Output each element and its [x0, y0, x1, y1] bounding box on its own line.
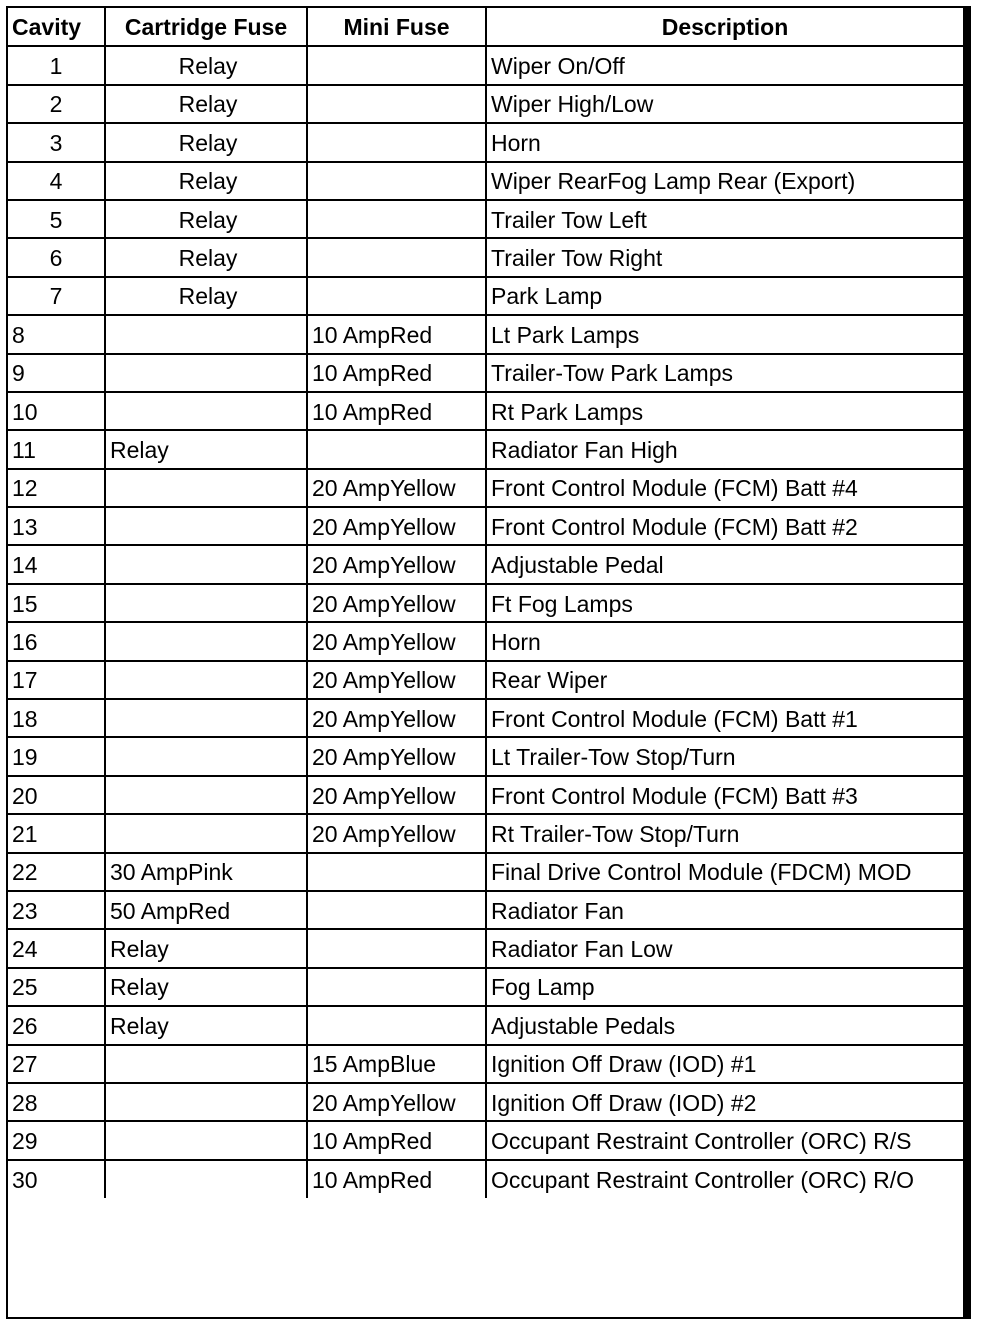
- header-description: Description: [486, 8, 963, 46]
- cell-description: Rt Trailer-Tow Stop/Turn: [486, 814, 963, 852]
- cell-mini-fuse: 10 AmpRed: [307, 392, 486, 430]
- cell-description: Park Lamp: [486, 277, 963, 315]
- cell-cavity: 1: [8, 46, 105, 84]
- cell-description: Lt Park Lamps: [486, 315, 963, 353]
- fuse-table: [8, 8, 963, 1198]
- cell-cartridge-fuse: Relay: [105, 929, 307, 967]
- cell-mini-fuse: 20 AmpYellow: [307, 661, 486, 699]
- cell-cartridge-fuse: Relay: [105, 85, 307, 123]
- cell-cavity: 16: [8, 622, 105, 660]
- table-row: [8, 277, 963, 315]
- cell-cavity: 22: [8, 853, 105, 891]
- header-cartridge-fuse: Cartridge Fuse: [105, 8, 307, 46]
- cell-cavity: 8: [8, 315, 105, 353]
- cell-description: Front Control Module (FCM) Batt #3: [486, 776, 963, 814]
- cell-description: Occupant Restraint Controller (ORC) R/O: [486, 1160, 963, 1198]
- table-row: [8, 776, 963, 814]
- cell-cartridge-fuse: Relay: [105, 968, 307, 1006]
- cell-description: Front Control Module (FCM) Batt #4: [486, 469, 963, 507]
- table-row: [8, 814, 963, 852]
- cell-description: Occupant Restraint Controller (ORC) R/S: [486, 1121, 963, 1159]
- header-mini-fuse: Mini Fuse: [307, 8, 486, 46]
- cell-description: Adjustable Pedals: [486, 1006, 963, 1044]
- table-row: [8, 737, 963, 775]
- cell-cartridge-fuse: [105, 776, 307, 814]
- cell-mini-fuse: [307, 123, 486, 161]
- cell-cavity: 20: [8, 776, 105, 814]
- cell-description: Wiper High/Low: [486, 85, 963, 123]
- table-row: [8, 469, 963, 507]
- cell-mini-fuse: [307, 891, 486, 929]
- table-row: [8, 1160, 963, 1198]
- cell-cavity: 18: [8, 699, 105, 737]
- cell-description: Rt Park Lamps: [486, 392, 963, 430]
- cell-cavity: 28: [8, 1083, 105, 1121]
- cell-cavity: 5: [8, 200, 105, 238]
- cell-mini-fuse: 20 AmpYellow: [307, 469, 486, 507]
- cell-cartridge-fuse: [105, 392, 307, 430]
- table-row: [8, 430, 963, 468]
- cell-cavity: 11: [8, 430, 105, 468]
- cell-description: Horn: [486, 123, 963, 161]
- cell-mini-fuse: 20 AmpYellow: [307, 776, 486, 814]
- cell-mini-fuse: 10 AmpRed: [307, 1160, 486, 1198]
- cell-cartridge-fuse: 30 AmpPink: [105, 853, 307, 891]
- cell-cavity: 12: [8, 469, 105, 507]
- table-row: [8, 162, 963, 200]
- cell-mini-fuse: 10 AmpRed: [307, 315, 486, 353]
- cell-cavity: 27: [8, 1045, 105, 1083]
- cell-cartridge-fuse: [105, 699, 307, 737]
- cell-description: Horn: [486, 622, 963, 660]
- cell-cavity: 29: [8, 1121, 105, 1159]
- cell-mini-fuse: [307, 929, 486, 967]
- header-row: [8, 8, 963, 46]
- table-row: [8, 968, 963, 1006]
- cell-description: Ignition Off Draw (IOD) #1: [486, 1045, 963, 1083]
- cell-description: Wiper RearFog Lamp Rear (Export): [486, 162, 963, 200]
- cell-cartridge-fuse: Relay: [105, 162, 307, 200]
- cell-cavity: 24: [8, 929, 105, 967]
- header-cavity: Cavity: [8, 8, 105, 46]
- cell-cartridge-fuse: 50 AmpRed: [105, 891, 307, 929]
- cell-cartridge-fuse: Relay: [105, 123, 307, 161]
- table-row: [8, 123, 963, 161]
- cell-description: Ignition Off Draw (IOD) #2: [486, 1083, 963, 1121]
- table-row: [8, 584, 963, 622]
- cell-description: Trailer Tow Left: [486, 200, 963, 238]
- table-row: [8, 622, 963, 660]
- table-row: [8, 1121, 963, 1159]
- cell-description: Trailer-Tow Park Lamps: [486, 354, 963, 392]
- cell-cartridge-fuse: [105, 507, 307, 545]
- cell-cartridge-fuse: Relay: [105, 277, 307, 315]
- cell-description: Rear Wiper: [486, 661, 963, 699]
- cell-mini-fuse: [307, 200, 486, 238]
- cell-cartridge-fuse: Relay: [105, 238, 307, 276]
- cell-cavity: 9: [8, 354, 105, 392]
- cell-cavity: 25: [8, 968, 105, 1006]
- cell-mini-fuse: [307, 238, 486, 276]
- cell-cartridge-fuse: [105, 1121, 307, 1159]
- cell-description: Radiator Fan High: [486, 430, 963, 468]
- cell-mini-fuse: 20 AmpYellow: [307, 814, 486, 852]
- cell-description: Radiator Fan: [486, 891, 963, 929]
- cell-cartridge-fuse: [105, 622, 307, 660]
- cell-mini-fuse: 20 AmpYellow: [307, 737, 486, 775]
- cell-description: Radiator Fan Low: [486, 929, 963, 967]
- cell-cavity: 21: [8, 814, 105, 852]
- table-row: [8, 85, 963, 123]
- cell-description: Trailer Tow Right: [486, 238, 963, 276]
- cell-cavity: 19: [8, 737, 105, 775]
- cell-cavity: 4: [8, 162, 105, 200]
- cell-mini-fuse: 20 AmpYellow: [307, 622, 486, 660]
- cell-cartridge-fuse: [105, 661, 307, 699]
- cell-cartridge-fuse: Relay: [105, 1006, 307, 1044]
- cell-cartridge-fuse: [105, 737, 307, 775]
- cell-cartridge-fuse: Relay: [105, 200, 307, 238]
- cell-description: Ft Fog Lamps: [486, 584, 963, 622]
- cell-cavity: 3: [8, 123, 105, 161]
- cell-cavity: 2: [8, 85, 105, 123]
- cell-description: Front Control Module (FCM) Batt #1: [486, 699, 963, 737]
- cell-mini-fuse: [307, 430, 486, 468]
- cell-description: Wiper On/Off: [486, 46, 963, 84]
- cell-mini-fuse: 20 AmpYellow: [307, 699, 486, 737]
- cell-mini-fuse: [307, 277, 486, 315]
- table-body: [8, 46, 963, 1198]
- cell-description: Fog Lamp: [486, 968, 963, 1006]
- cell-description: Front Control Module (FCM) Batt #2: [486, 507, 963, 545]
- cell-mini-fuse: 20 AmpYellow: [307, 1083, 486, 1121]
- table-row: [8, 891, 963, 929]
- cell-cartridge-fuse: [105, 584, 307, 622]
- cell-description: Adjustable Pedal: [486, 545, 963, 583]
- cell-description: Lt Trailer-Tow Stop/Turn: [486, 737, 963, 775]
- cell-mini-fuse: 10 AmpRed: [307, 1121, 486, 1159]
- cell-mini-fuse: 15 AmpBlue: [307, 1045, 486, 1083]
- table-row: [8, 354, 963, 392]
- cell-cartridge-fuse: [105, 1083, 307, 1121]
- table-row: [8, 507, 963, 545]
- cell-cavity: 14: [8, 545, 105, 583]
- cell-cartridge-fuse: [105, 469, 307, 507]
- cell-cartridge-fuse: Relay: [105, 430, 307, 468]
- table-row: [8, 46, 963, 84]
- cell-mini-fuse: 20 AmpYellow: [307, 545, 486, 583]
- cell-cavity: 10: [8, 392, 105, 430]
- cell-cartridge-fuse: [105, 315, 307, 353]
- right-edge-bar: [966, 6, 971, 1319]
- cell-mini-fuse: 10 AmpRed: [307, 354, 486, 392]
- cell-cavity: 7: [8, 277, 105, 315]
- cell-cartridge-fuse: [105, 1045, 307, 1083]
- cell-mini-fuse: [307, 853, 486, 891]
- cell-cartridge-fuse: [105, 354, 307, 392]
- cell-mini-fuse: [307, 162, 486, 200]
- cell-mini-fuse: [307, 1006, 486, 1044]
- table-row: [8, 1083, 963, 1121]
- table-row: [8, 200, 963, 238]
- table-row: [8, 929, 963, 967]
- cell-cavity: 23: [8, 891, 105, 929]
- cell-cavity: 6: [8, 238, 105, 276]
- cell-cavity: 26: [8, 1006, 105, 1044]
- cell-cavity: 17: [8, 661, 105, 699]
- table-row: [8, 1045, 963, 1083]
- table-row: [8, 661, 963, 699]
- cell-cartridge-fuse: Relay: [105, 46, 307, 84]
- cell-cavity: 30: [8, 1160, 105, 1198]
- table-row: [8, 853, 963, 891]
- table-row: [8, 238, 963, 276]
- table-row: [8, 315, 963, 353]
- cell-cavity: 15: [8, 584, 105, 622]
- cell-mini-fuse: [307, 46, 486, 84]
- cell-mini-fuse: [307, 85, 486, 123]
- table-row: [8, 545, 963, 583]
- cell-mini-fuse: [307, 968, 486, 1006]
- cell-cartridge-fuse: [105, 1160, 307, 1198]
- table-row: [8, 699, 963, 737]
- cell-description: Final Drive Control Module (FDCM) MOD: [486, 853, 963, 891]
- cell-mini-fuse: 20 AmpYellow: [307, 584, 486, 622]
- cell-cartridge-fuse: [105, 545, 307, 583]
- table-row: [8, 392, 963, 430]
- cell-cartridge-fuse: [105, 814, 307, 852]
- cell-mini-fuse: 20 AmpYellow: [307, 507, 486, 545]
- cell-cavity: 13: [8, 507, 105, 545]
- table-row: [8, 1006, 963, 1044]
